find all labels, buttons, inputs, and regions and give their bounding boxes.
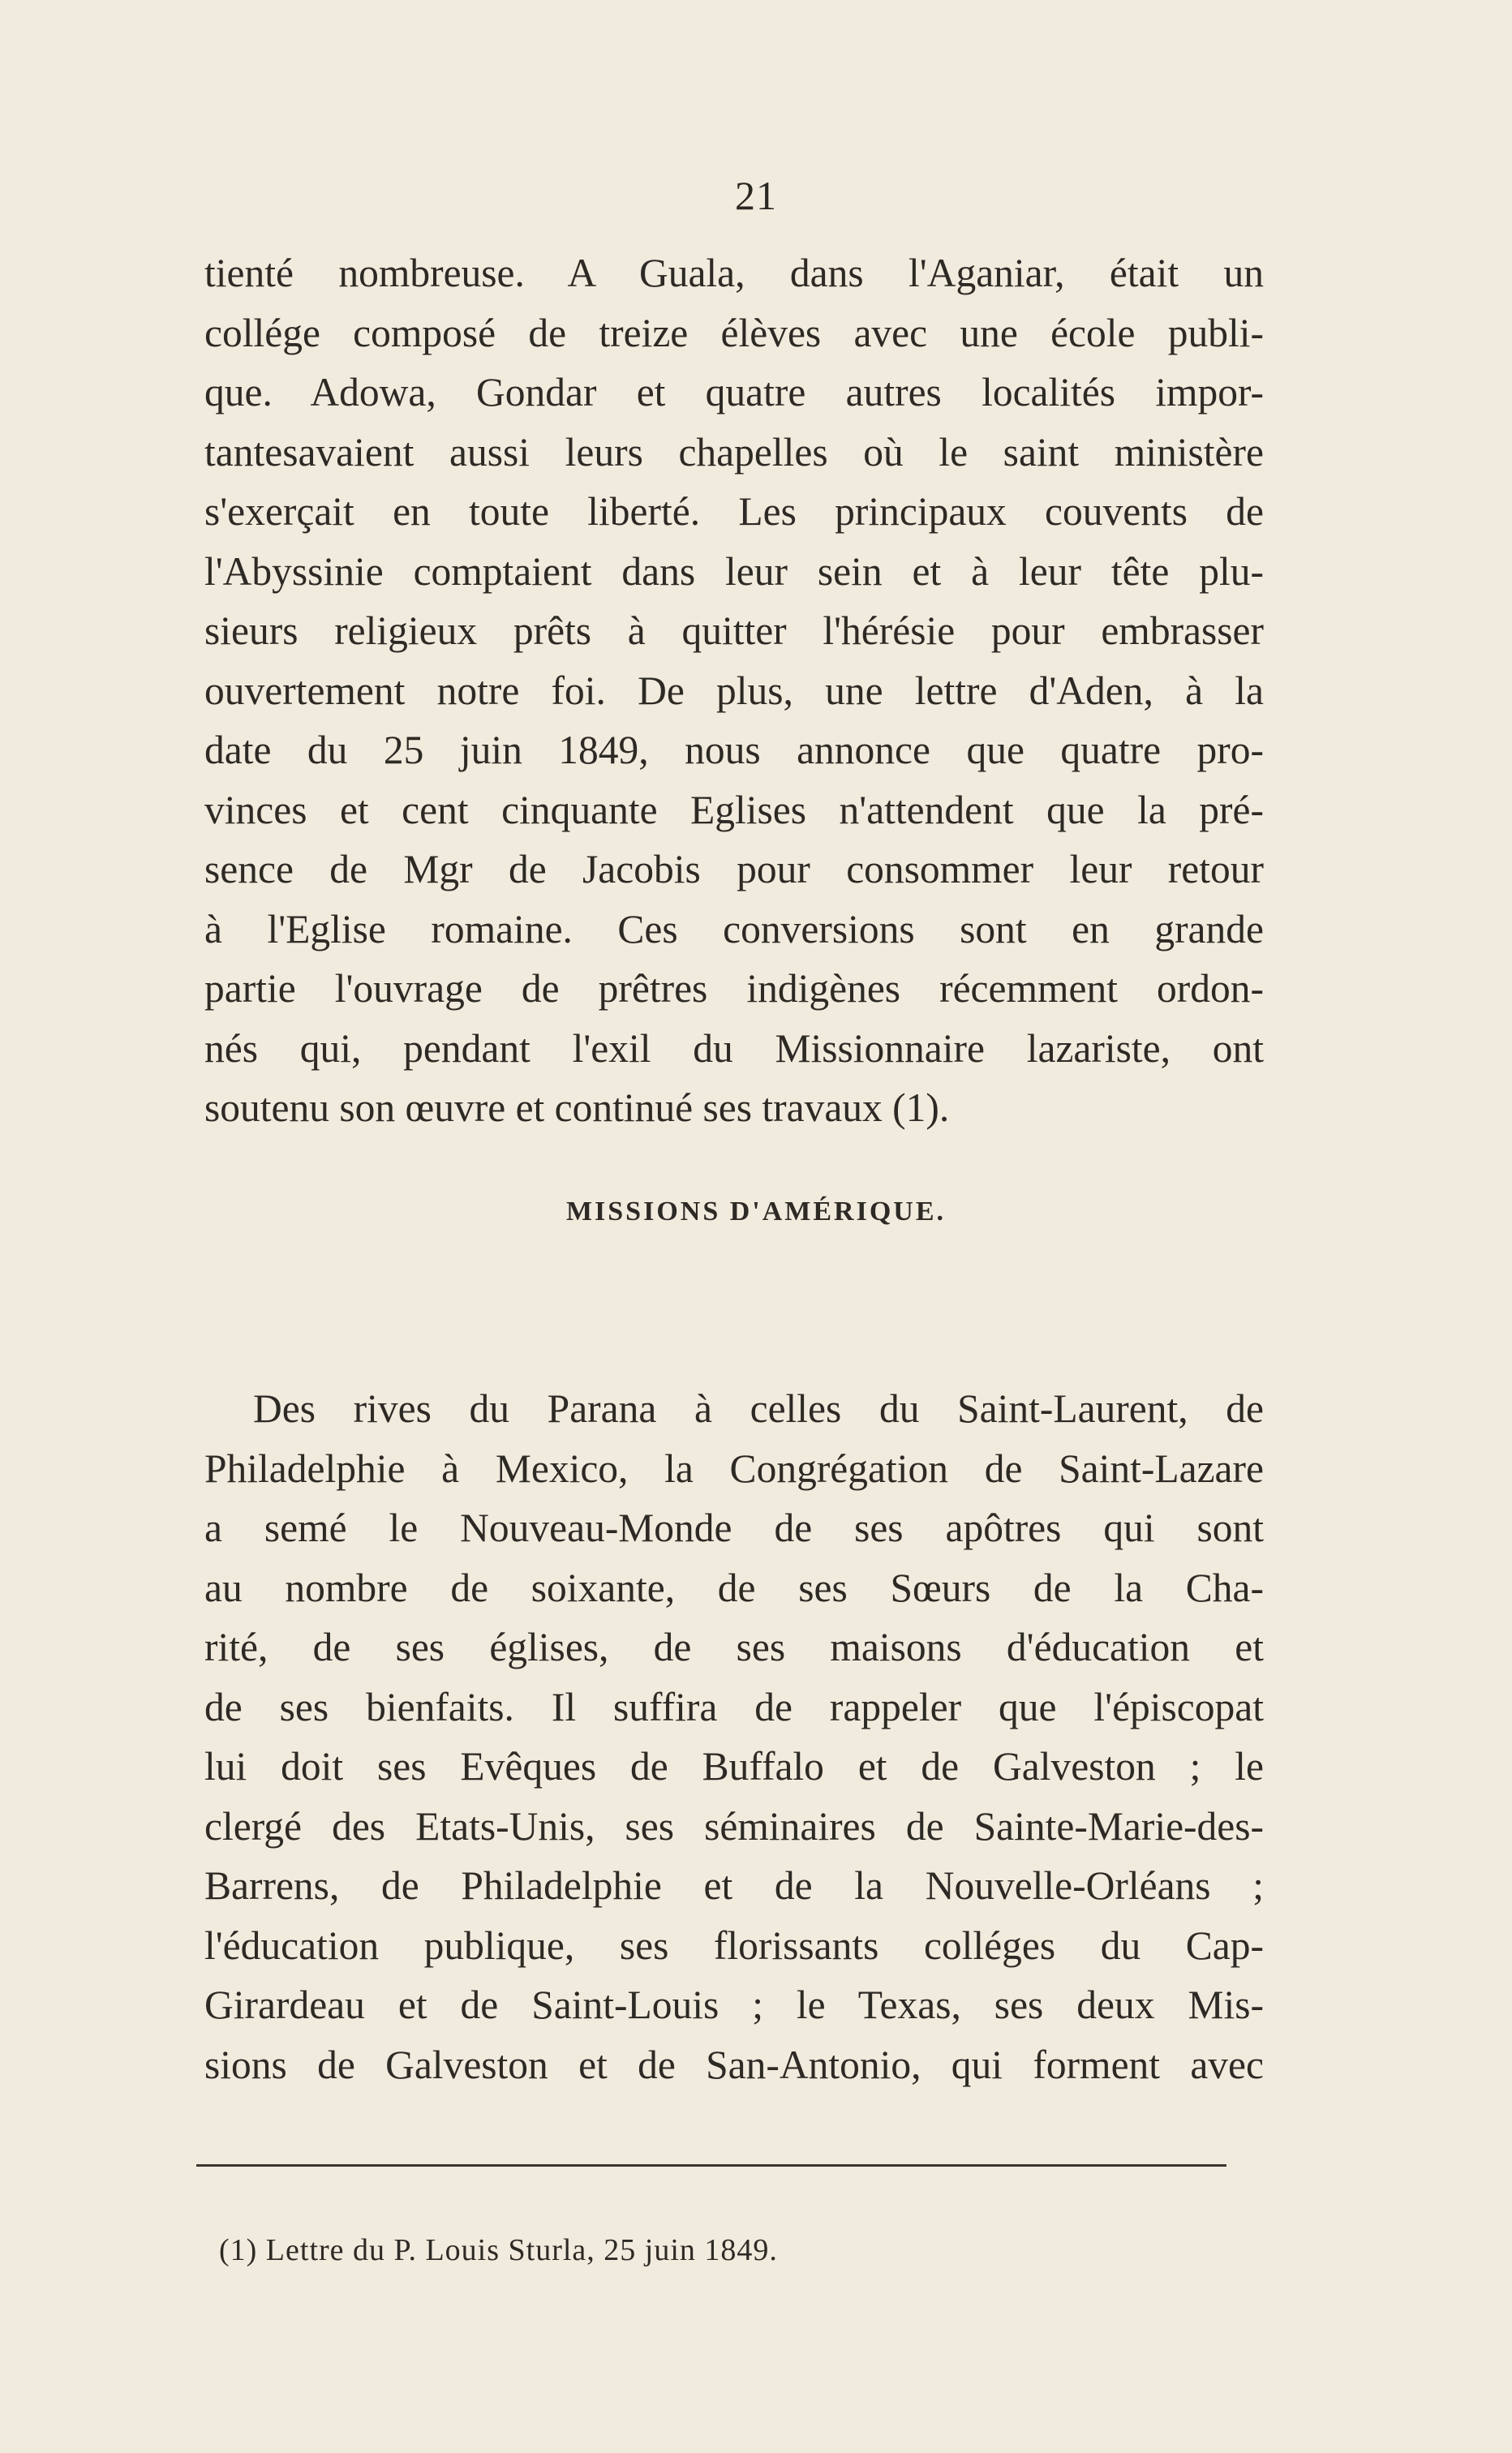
- paragraph-abyssinia: [204, 243, 1264, 1138]
- text-line: au nombre de soixante, de ses Sœurs de la Cha-: [204, 1565, 1264, 1610]
- text-line: collége composé de treize élèves avec une école publi-: [204, 310, 1264, 355]
- text-line: s'exerçait en toute liberté. Les principaux couvents de: [204, 489, 1264, 534]
- text-line: lui doit ses Evêques de Buffalo et de Galveston ; le: [204, 1744, 1264, 1789]
- text-line: rité, de ses églises, de ses maisons d'éducation et: [204, 1625, 1264, 1669]
- text-line: sieurs religieux prêts à quitter l'hérésie pour embrasser: [204, 608, 1264, 653]
- text-line: nés qui, pendant l'exil du Missionnaire lazariste, ont: [204, 1025, 1264, 1071]
- text-line: partie l'ouvrage de prêtres indigènes récemment ordon-: [204, 966, 1264, 1011]
- text-line: sions de Galveston et de San-Antonio, qui forment avec: [204, 2042, 1264, 2087]
- text-line: Barrens, de Philadelphie et de la Nouvelle-Orléans ;: [204, 1863, 1264, 1908]
- text-line: vinces et cent cinquante Eglises n'attendent que la pré-: [204, 787, 1264, 832]
- text-line: Philadelphie à Mexico, la Congrégation de Saint-Lazare: [204, 1446, 1264, 1491]
- text-line: à l'Eglise romaine. Ces conversions sont en grande: [204, 906, 1264, 952]
- footnote-divider: [196, 2164, 1226, 2167]
- text-line: Des rives du Parana à celles du Saint-Laurent, de: [253, 1386, 1264, 1431]
- page-number: 21: [735, 173, 777, 218]
- text-line: tienté nombreuse. A Guala, dans l'Aganiar, était un: [204, 251, 1264, 295]
- text-line: que. Adowa, Gondar et quatre autres localités impor-: [204, 370, 1264, 415]
- text-line: tantesavaient aussi leurs chapelles où le saint ministère: [204, 429, 1264, 475]
- text-line: soutenu son œuvre et continué ses travaux (1).: [204, 1085, 950, 1130]
- text-line: date du 25 juin 1849, nous annonce que quatre pro-: [204, 728, 1264, 772]
- footnote: (1) Lettre du P. Louis Sturla, 25 juin 1849.: [219, 2233, 778, 2267]
- text-line: Girardeau et de Saint-Louis ; le Texas, ses deux Mis-: [204, 1983, 1264, 2027]
- paragraph-america: [204, 1379, 1264, 2094]
- text-line: sence de Mgr de Jacobis pour consommer leur retour: [204, 847, 1264, 891]
- section-heading: MISSIONS D'AMÉRIQUE.: [565, 1196, 947, 1226]
- text-line: de ses bienfaits. Il suffira de rappeler que l'épiscopat: [204, 1684, 1264, 1729]
- text-line: ouvertement notre foi. De plus, une lettre d'Aden, à la: [204, 668, 1264, 713]
- text-line: l'Abyssinie comptaient dans leur sein et à leur tête plu-: [204, 548, 1264, 594]
- text-line: l'éducation publique, ses florissants colléges du Cap-: [204, 1922, 1264, 1968]
- text-line: a semé le Nouveau-Monde de ses apôtres qui sont: [204, 1506, 1264, 1550]
- text-line: clergé des Etats-Unis, ses séminaires de Sainte-Marie-des-: [204, 1803, 1264, 1849]
